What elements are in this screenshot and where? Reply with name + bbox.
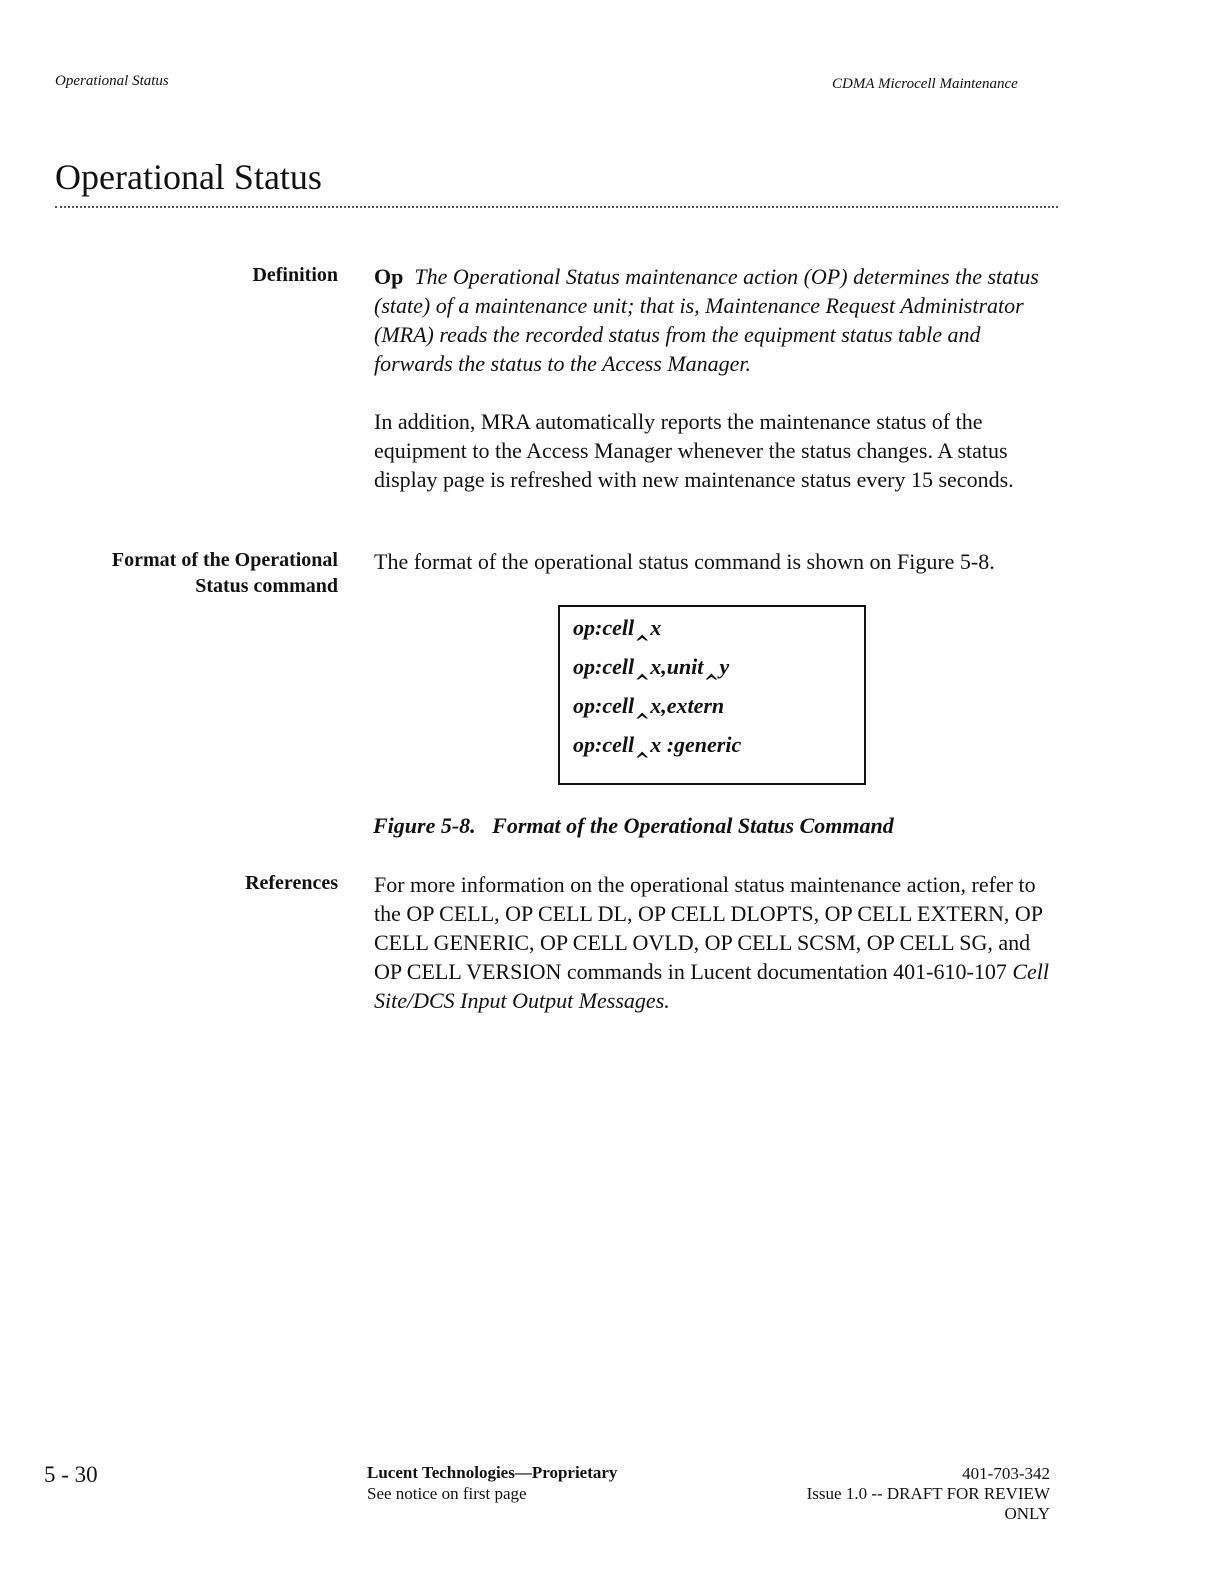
title-divider — [55, 206, 1058, 208]
definition-body — [374, 262, 1064, 494]
footer-right — [807, 1464, 1050, 1524]
page-title: Operational Status — [55, 157, 322, 197]
running-header-right: CDMA Microcell Maintenance — [832, 76, 1018, 92]
command-format-box — [558, 605, 866, 785]
definition-paragraph — [374, 262, 1044, 378]
command-line-3: op:cell‸x,extern — [573, 693, 725, 718]
format-label-line2: Status command — [195, 575, 338, 597]
format-label-line1: Format of the Operational — [111, 549, 338, 571]
format-text: The format of the operational status command is shown on Figure 5-8. — [374, 549, 995, 574]
definition-paragraph-2: In addition, MRA automatically reports the maintenance status of the equipment to the Access Manager whenever the status changes. A status display page is refreshed with new maintenance status every 15 seconds. — [374, 409, 1014, 492]
references-text: For more information on the operational status maintenance action, refer to the OP CELL, OP CELL DL, OP CELL DLOPTS, OP CELL EXTERN, OP CELL GENERIC, OP CELL OVLD, OP CELL SCSM, OP CELL SG, and OP CELL VERSION commands in Lucent documentation 401-610-107 — [374, 872, 1043, 984]
definition-italic-text: The Operational Status maintenance action (OP) determines the status (state) of a maintenance unit; that is, Maintenance Request Administrator (MRA) reads the recorded status from the equipment status table and forwards the status to the Access Manager. — [374, 264, 1039, 376]
references-document-title: Cell Site/DCS Input Output Messages. — [374, 959, 1049, 1013]
running-header-left: Operational Status — [55, 73, 169, 89]
figure-caption: Figure 5-8. Format of the Operational Status Command — [373, 813, 894, 838]
references-label: References — [245, 872, 338, 894]
definition-label: Definition — [252, 264, 338, 286]
command-line-4: op:cell‸x :generic — [573, 732, 742, 757]
format-label — [112, 547, 338, 599]
footer-company: Lucent Technologies—Proprietary — [367, 1463, 618, 1482]
footer-doc-number: 401-703-342 — [962, 1464, 1050, 1483]
footer-issue-line2: ONLY — [1004, 1504, 1050, 1523]
command-line-1: op:cell‸x — [573, 615, 662, 640]
op-tag: Op — [374, 264, 404, 289]
references-body — [374, 870, 1054, 1015]
page-number: 5 - 30 — [44, 1462, 98, 1487]
footer-issue-line1: Issue 1.0 -- DRAFT FOR REVIEW — [806, 1484, 1050, 1503]
command-line-2: op:cell‸x,unit‸y — [573, 654, 730, 679]
footer-center — [367, 1462, 617, 1504]
footer-notice: See notice on first page — [367, 1484, 527, 1503]
